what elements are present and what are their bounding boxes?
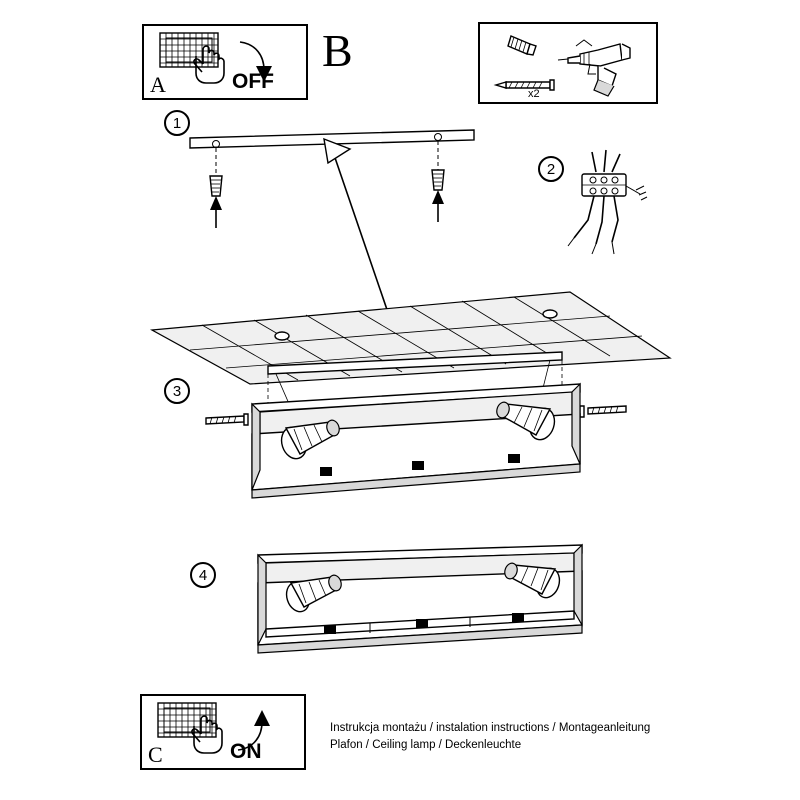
screw-right	[580, 406, 626, 417]
step-2-illustration	[548, 150, 668, 270]
step-3-number: 3	[172, 382, 182, 400]
ceiling-hole-right	[543, 310, 557, 318]
step-4-number: 4	[198, 566, 208, 584]
lamp-wires	[574, 196, 618, 244]
section-letter-b: B	[322, 25, 353, 76]
caption-block	[330, 720, 660, 754]
wall-plug-left	[210, 176, 222, 196]
step-marker-3	[164, 378, 190, 404]
ceiling-wires	[592, 150, 620, 172]
panel-tools-and-fixings	[478, 22, 658, 104]
screw-icon	[496, 80, 554, 90]
step-3-illustration	[190, 330, 650, 520]
caption-line-1: Instrukcja montażu / instalation instructions / Montageanleitung	[330, 722, 651, 734]
panel-a-action-label: OFF	[232, 70, 274, 93]
step-marker-4	[190, 562, 216, 588]
fixings-multiplier-label: x2	[528, 88, 540, 100]
earth-symbol-icon	[626, 186, 647, 200]
wall-plug-icon	[508, 36, 536, 55]
switch-on-illustration	[142, 696, 308, 772]
clip-right	[512, 613, 524, 622]
panel-a-letter: A	[150, 72, 166, 97]
panel-switch-on	[140, 694, 306, 770]
switch-off-illustration	[144, 26, 310, 102]
clip-center	[416, 619, 428, 628]
glass-clip-right	[508, 454, 520, 463]
wire-ends	[568, 238, 614, 254]
tools-illustration	[480, 24, 660, 106]
step-4-illustration	[230, 525, 630, 675]
caption-line-2: Plafon / Ceiling lamp / Deckenleuchte	[330, 739, 522, 751]
glass-clip-left	[320, 467, 332, 476]
glass-clip-center	[412, 461, 424, 470]
insert-arrow-left	[210, 196, 222, 228]
step-1-number: 1	[172, 114, 182, 132]
screw-left	[206, 414, 248, 425]
step-2-number: 2	[546, 160, 556, 178]
clip-left	[324, 625, 336, 634]
panel-switch-off	[142, 24, 308, 100]
panel-c-action-label: ON	[230, 740, 262, 763]
power-drill-icon	[558, 40, 630, 96]
terminal-block	[582, 174, 626, 196]
panel-c-letter: C	[148, 742, 163, 767]
